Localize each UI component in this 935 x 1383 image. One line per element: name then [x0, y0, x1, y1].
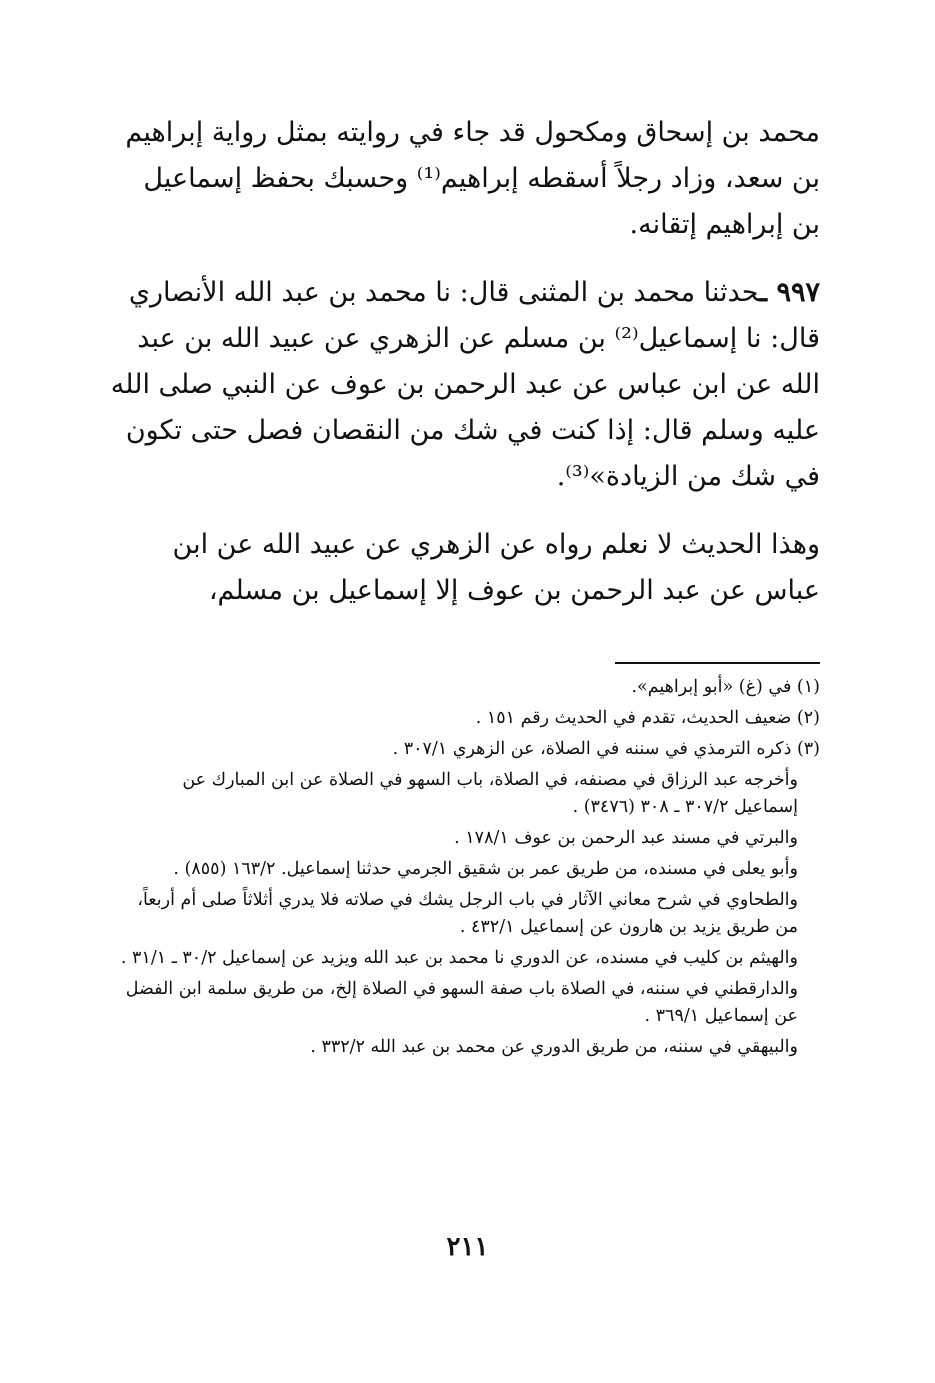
- footnote-3-abdulrazzaq: وأخرجه عبد الرزاق في مصنفه، في الصلاة، باب السهو في الصلاة عن ابن المبارك عن إسماعيل ٣٠٧/٢ ـ ٣٠٨ (٣٤٧٦) .: [182, 770, 798, 817]
- main-text: [110, 110, 820, 636]
- footnote-1: (١) في (غ) «أبو إبراهيم».: [631, 677, 820, 697]
- hadith-number: ٩٩٧ ـ: [759, 277, 820, 308]
- hadith-997: [110, 270, 820, 500]
- footnote-2: (٢) ضعيف الحديث، تقدم في الحديث رقم ١٥١ .: [475, 708, 820, 728]
- footnote-3-bayhaqi: والبيهقي في سننه، من طريق الدوري عن محمد بن عبد الله ٣٣٢/٢ .: [310, 1037, 798, 1057]
- footnote-3-haytham: والهيثم بن كليب في مسنده، عن الدوري نا محمد بن عبد الله ويزيد عن إسماعيل ٣٠/٢ ـ ٣١/١ .: [120, 948, 798, 968]
- hadith-text: حدثنا محمد بن المثنى قال: نا محمد بن عبد الله الأنصاري قال: نا إسماعيل⁽²⁾ بن مسلم عن الزهري عن عبيد الله بن عبد الله عن ابن عباس عن عبد الرحمن بن عوف عن النبي صلى الله عليه وسلم قال: إذا كنت في شك من النقصان فصل حتى تكون في شك من الزيادة»⁽³⁾.: [110, 277, 820, 492]
- footnote-3: (٣) ذكره الترمذي في سننه في الصلاة، عن الزهري ٣٠٧/١ .: [392, 739, 820, 759]
- page-number: ٢١١: [446, 1232, 489, 1262]
- footnote-divider: [615, 662, 820, 664]
- paragraph-1: محمد بن إسحاق ومكحول قد جاء في روايته بمثل رواية إبراهيم بن سعد، وزاد رجلاً أسقطه إبراهيم⁽¹⁾ وحسبك بحفظ إسماعيل بن إبراهيم إتقانه.: [125, 117, 820, 240]
- footnote-3-abuyala: وأبو يعلى في مسنده، من طريق عمر بن شقيق الجرمي حدثنا إسماعيل. ١٦٣/٢ (٨٥٥) .: [173, 859, 798, 879]
- paragraph-2: وهذا الحديث لا نعلم رواه عن الزهري عن عبيد الله عن ابن عباس عن عبد الرحمن بن عوف إلا إسماعيل بن مسلم،: [172, 529, 820, 606]
- footnote-3-birti: والبرتي في مسند عبد الرحمن بن عوف ١٧٨/١ .: [454, 828, 798, 848]
- footnote-3-daraqutni: والدارقطني في سننه، في الصلاة باب صفة السهو في الصلاة إلخ، من طريق سلمة ابن الفضل عن إسماعيل ٣٦٩/١ .: [125, 979, 798, 1026]
- footnotes: [115, 674, 820, 1065]
- footnote-3-tahawi: والطحاوي في شرح معاني الآثار في باب الرجل يشك في صلاته فلا يدري أثلاثاً صلى أم أربعاً، من طريق يزيد بن هارون عن إسماعيل ٤٣٢/١ .: [137, 890, 798, 937]
